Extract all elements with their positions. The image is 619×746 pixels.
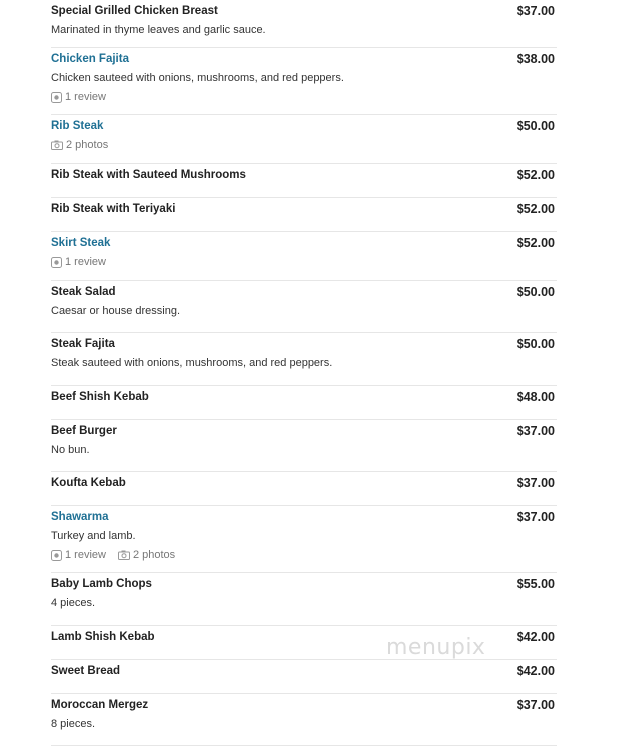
menu-item-row bbox=[51, 506, 557, 524]
menu-item-description: Caesar or house dressing. bbox=[51, 305, 181, 317]
menu-item-name: Lamb Shish Kebab bbox=[51, 631, 155, 643]
review-icon bbox=[51, 256, 62, 269]
menu-item-meta bbox=[51, 91, 557, 104]
menu-item-price: $48.00 bbox=[516, 390, 555, 404]
menu-item-name[interactable]: Shawarma bbox=[51, 511, 109, 523]
menu-item-name: Beef Shish Kebab bbox=[51, 391, 149, 403]
menu-item bbox=[51, 198, 557, 232]
review-link[interactable] bbox=[51, 549, 106, 562]
review-link[interactable] bbox=[51, 91, 106, 104]
menu-item-name: Special Grilled Chicken Breast bbox=[51, 5, 218, 17]
menu-item-row bbox=[51, 232, 557, 250]
menu-item bbox=[51, 660, 557, 694]
menu-item-price: $50.00 bbox=[516, 285, 555, 299]
watermark-logo: menupix bbox=[386, 635, 486, 660]
menu-item-row bbox=[51, 420, 557, 438]
menu-item-name[interactable]: Rib Steak bbox=[51, 120, 104, 132]
menu-item bbox=[51, 115, 557, 164]
menu-item-description: Turkey and lamb. bbox=[51, 530, 136, 542]
review-icon bbox=[51, 549, 62, 562]
menu-item bbox=[51, 573, 557, 626]
menu-item-row bbox=[51, 660, 557, 678]
menu-item-description: Marinated in thyme leaves and garlic sauce. bbox=[51, 24, 266, 36]
camera-icon bbox=[118, 549, 130, 562]
menu-item-row bbox=[51, 115, 557, 133]
photo-count: 2 photos bbox=[66, 139, 109, 151]
menu-item bbox=[51, 506, 557, 573]
menu-item bbox=[51, 48, 557, 115]
menu-item-row bbox=[51, 198, 557, 216]
photos-link[interactable] bbox=[118, 549, 175, 562]
menu-item bbox=[51, 333, 557, 386]
menu-item-price: $37.00 bbox=[516, 510, 555, 524]
menu-item-row bbox=[51, 472, 557, 490]
menu-item-row bbox=[51, 281, 557, 299]
menu-item bbox=[51, 0, 557, 48]
menu-item-name[interactable]: Skirt Steak bbox=[51, 237, 111, 249]
menu-item-row bbox=[51, 48, 557, 66]
menu-item-meta bbox=[51, 549, 557, 562]
menu-item-name: Baby Lamb Chops bbox=[51, 578, 152, 590]
menu-item bbox=[51, 386, 557, 420]
photo-count: 2 photos bbox=[132, 549, 176, 561]
menu-item-meta bbox=[51, 256, 557, 269]
menu-item bbox=[51, 164, 557, 198]
review-count: 1 review bbox=[65, 549, 106, 561]
menu-item-description: No bun. bbox=[51, 444, 90, 456]
menu-item-name: Beef Burger bbox=[51, 425, 117, 437]
menu-item-description: 4 pieces. bbox=[51, 597, 96, 609]
menu-item bbox=[51, 281, 557, 333]
menu-item-description: Chicken sauteed with onions, mushrooms, and red peppers. bbox=[51, 72, 344, 84]
menu-item-price: $37.00 bbox=[516, 424, 555, 438]
menu-item-meta bbox=[51, 139, 557, 152]
menu-item-price: $42.00 bbox=[516, 630, 555, 644]
camera-icon bbox=[51, 139, 63, 152]
menu-item-name: Steak Salad bbox=[51, 286, 116, 298]
menu-item-name: Sweet Bread bbox=[51, 665, 121, 677]
menu-item-price: $37.00 bbox=[516, 4, 555, 18]
menu-item-price: $52.00 bbox=[516, 202, 555, 216]
menu-item-price: $52.00 bbox=[516, 168, 555, 182]
menu-item-row bbox=[51, 573, 557, 591]
review-count: 1 review bbox=[65, 91, 106, 103]
photos-link[interactable] bbox=[51, 139, 108, 152]
menu-item-row bbox=[51, 333, 557, 351]
review-link[interactable] bbox=[51, 256, 106, 269]
menu-item-price: $37.00 bbox=[516, 698, 555, 712]
review-icon bbox=[51, 91, 62, 104]
menu-item-price: $50.00 bbox=[516, 119, 555, 133]
menu-item-name: Steak Fajita bbox=[51, 338, 115, 350]
menu-item-row bbox=[51, 0, 557, 18]
menu-item-row bbox=[51, 694, 557, 712]
menu-item-price: $37.00 bbox=[516, 476, 555, 490]
menu-item-row bbox=[51, 386, 557, 404]
menu-item-name[interactable]: Chicken Fajita bbox=[51, 53, 129, 65]
menu-item bbox=[51, 694, 557, 746]
menu-item-description: Steak sauteed with onions, mushrooms, and red peppers. bbox=[51, 357, 333, 369]
menu-item-price: $38.00 bbox=[516, 52, 555, 66]
review-count: 1 review bbox=[65, 256, 106, 268]
menu-item-name: Rib Steak with Sauteed Mushrooms bbox=[51, 169, 246, 181]
menu-item bbox=[51, 420, 557, 472]
menu-item-price: $52.00 bbox=[516, 236, 555, 250]
menu-item bbox=[51, 232, 557, 281]
menu-item-description: 8 pieces. bbox=[51, 718, 96, 730]
menu-item-row bbox=[51, 164, 557, 182]
menu-item-name: Koufta Kebab bbox=[51, 477, 126, 489]
menu-item-name: Moroccan Mergez bbox=[51, 699, 149, 711]
menu-item bbox=[51, 472, 557, 506]
menu-item-name: Rib Steak with Teriyaki bbox=[51, 203, 176, 215]
menu-item-price: $42.00 bbox=[516, 664, 555, 678]
menu-item-price: $55.00 bbox=[516, 577, 555, 591]
menu-item-price: $50.00 bbox=[516, 337, 555, 351]
